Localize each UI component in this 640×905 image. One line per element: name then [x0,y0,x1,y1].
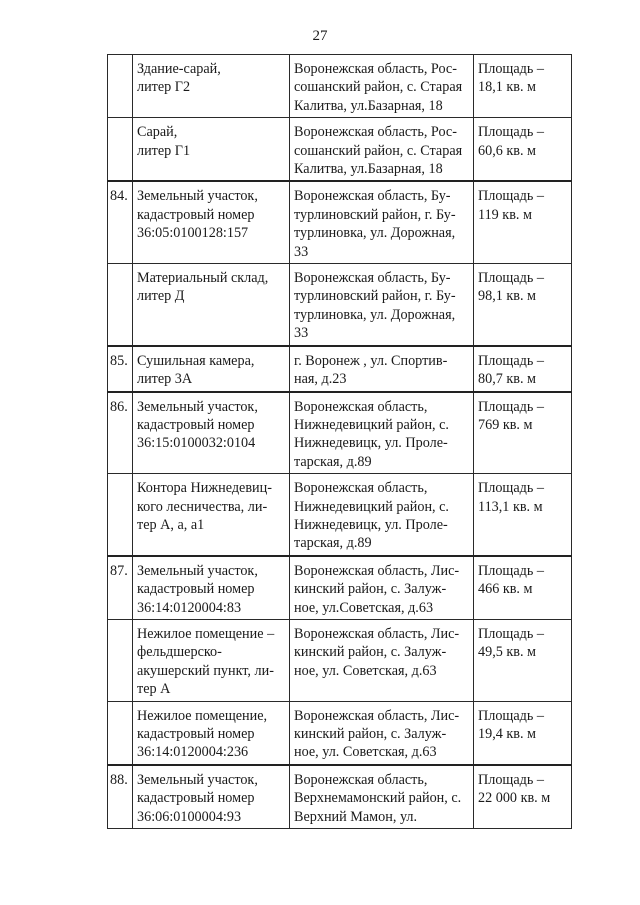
address-cell: Воронежская область, Нижнедевицкий район, с. Нижнедевицк, ул. Проле- тарская, д.89 [290,392,474,474]
area-cell: Площадь – 22 000 кв. м [474,765,572,829]
entry-number-cell [108,118,133,182]
entry-number-cell [108,264,133,346]
address-cell: Воронежская область, Рос- сошанский район, с. Старая Калитва, ул.Базарная, 18 [290,118,474,182]
entry-number-cell [108,474,133,556]
table-row [108,346,572,392]
address-cell: г. Воронеж , ул. Спортив- ная, д.23 [290,346,474,392]
address-cell: Воронежская область, Лис- кинский район, с. Залуж- ное, ул. Советская, д.63 [290,701,474,765]
area-cell: Площадь – 60,6 кв. м [474,118,572,182]
object-name-cell: Земельный участок, кадастровый номер 36:14:0120004:83 [133,556,290,620]
page-number: 27 [312,28,328,44]
area-cell: Площадь – 98,1 кв. м [474,264,572,346]
area-cell: Площадь – 49,5 кв. м [474,619,572,701]
address-cell: Воронежская область, Лис- кинский район, с. Залуж- ное, ул. Советская, д.63 [290,619,474,701]
address-cell: Воронежская область, Бу- турлиновский район, г. Бу- турлиновка, ул. Дорожная, 33 [290,181,474,263]
area-cell: Площадь – 466 кв. м [474,556,572,620]
address-cell: Воронежская область, Бу- турлиновский район, г. Бу- турлиновка, ул. Дорожная, 33 [290,264,474,346]
object-name-cell: Земельный участок, кадастровый номер 36:05:0100128:157 [133,181,290,263]
object-name-cell: Нежилое помещение, кадастровый номер 36:14:0120004:236 [133,701,290,765]
entry-number-cell [108,55,133,118]
address-cell: Воронежская область, Лис- кинский район, с. Залуж- ное, ул.Советская, д.63 [290,556,474,620]
entry-number-cell [108,619,133,701]
entry-number-cell [108,701,133,765]
table-row [108,701,572,765]
area-cell: Площадь – 769 кв. м [474,392,572,474]
entry-number-cell: 85. [108,346,133,392]
address-cell: Воронежская область, Верхнемамонский район, с. Верхний Мамон, ул. [290,765,474,829]
table-row [108,181,572,263]
object-name-cell: Нежилое помещение – фельдшерско- акушерский пункт, ли- тер А [133,619,290,701]
object-name-cell: Земельный участок, кадастровый номер 36:15:0100032:0104 [133,392,290,474]
table-row [108,474,572,556]
registry-table-body [108,55,572,829]
entry-number-cell: 86. [108,392,133,474]
address-cell: Воронежская область, Рос- сошанский район, с. Старая Калитва, ул.Базарная, 18 [290,55,474,118]
entry-number-cell: 84. [108,181,133,263]
address-cell: Воронежская область, Нижнедевицкий район, с. Нижнедевицк, ул. Проле- тарская, д.89 [290,474,474,556]
table-row [108,392,572,474]
object-name-cell: Контора Нижнедевиц- кого лесничества, ли- тер А, а, а1 [133,474,290,556]
object-name-cell: Сушильная камера, литер 3А [133,346,290,392]
table-row [108,765,572,829]
area-cell: Площадь – 113,1 кв. м [474,474,572,556]
area-cell: Площадь – 80,7 кв. м [474,346,572,392]
entry-number-cell: 87. [108,556,133,620]
object-name-cell: Земельный участок, кадастровый номер 36:06:0100004:93 [133,765,290,829]
table-row [108,118,572,182]
table-row [108,556,572,620]
table-row [108,264,572,346]
table-row [108,55,572,118]
entry-number-cell: 88. [108,765,133,829]
area-cell: Площадь – 119 кв. м [474,181,572,263]
area-cell: Площадь – 19,4 кв. м [474,701,572,765]
object-name-cell: Здание-сарай, литер Г2 [133,55,290,118]
object-name-cell: Материальный склад, литер Д [133,264,290,346]
area-cell: Площадь – 18,1 кв. м [474,55,572,118]
table-row [108,619,572,701]
object-name-cell: Сарай, литер Г1 [133,118,290,182]
property-registry-table [107,54,572,829]
